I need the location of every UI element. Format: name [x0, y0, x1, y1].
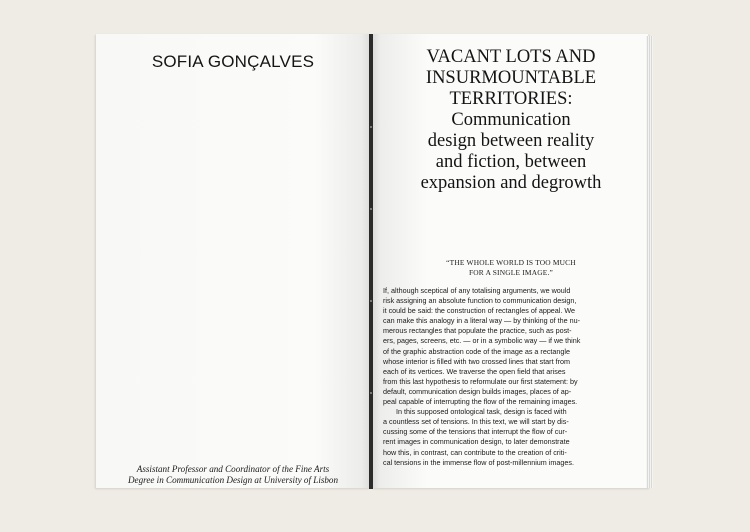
body-line: whose interior is filled with two crossed lines that start from	[383, 356, 570, 366]
title-line: design between reality	[427, 131, 595, 151]
body-line: cussing some of the tensions that interrupt the flow of cur-	[383, 427, 568, 437]
title-line: VACANT LOTS AND	[426, 47, 596, 67]
body-line: ers, pages, screens, etc. — or in a symbolic way — if we think	[383, 336, 581, 346]
body-text	[383, 286, 641, 468]
binding-stitch	[370, 392, 372, 394]
book-spine-gutter	[369, 34, 373, 489]
author-affiliation	[96, 464, 370, 486]
title-line: Communication	[451, 110, 571, 130]
binding-stitch	[370, 300, 372, 302]
body-line: each of its vertices. We traverse the open field that arises	[383, 366, 566, 376]
body-line: it could be said: the construction of rectangles of appeal. We	[383, 306, 576, 316]
body-line: of the graphic abstraction code of the image as a rectangle	[383, 346, 570, 356]
left-page	[96, 34, 370, 488]
title-line: expansion and degrowth	[420, 173, 602, 193]
binding-stitch	[370, 208, 372, 210]
body-line: merous rectangles that populate the practice, such as post-	[383, 326, 572, 336]
body-line: risk assigning an absolute function to communication design,	[383, 296, 577, 306]
body-line: cal tensions in the immense flow of post-millennium images.	[383, 457, 574, 467]
author-name: SOFIA GONÇALVES	[151, 52, 315, 71]
title-uppercase-block	[392, 47, 630, 110]
title-line: TERRITORIES:	[449, 89, 573, 109]
title-line: and fiction, between	[435, 152, 587, 172]
body-line: In this supposed ontological task, design is faced with	[396, 407, 567, 417]
binding-stitch	[370, 126, 372, 128]
affiliation-line: Degree in Communication Design at University of Lisbon	[127, 475, 339, 485]
title-line: INSURMOUNTABLE	[425, 68, 597, 88]
book-spread	[96, 34, 654, 490]
body-line: can make this analogy in a literal way — by thinking of the nu-	[383, 316, 580, 326]
body-line: peal capable of interrupting the flow of the remaining images.	[383, 397, 578, 407]
body-line: a countless set of tensions. In this text, we will start by dis-	[383, 417, 569, 427]
body-line: If, although sceptical of any totalising arguments, we would	[383, 286, 571, 295]
epigraph-quote	[386, 258, 636, 278]
affiliation-line: Assistant Professor and Coordinator of the Fine Arts	[136, 464, 330, 474]
body-line: default, communication design builds images, places of ap-	[383, 386, 572, 396]
epigraph-line: “THE WHOLE WORLD IS TOO MUCH	[446, 258, 576, 267]
body-line: from this last hypothesis to reformulate our first statement: by	[383, 376, 578, 386]
chapter-title	[392, 47, 630, 194]
body-line: how this, in contrast, can contribute to the creation of criti-	[383, 447, 567, 457]
epigraph-line: FOR A SINGLE IMAGE.”	[468, 268, 554, 277]
page-edges	[646, 36, 653, 488]
title-subtitle-block	[392, 110, 630, 194]
body-line: rent images in communication design, to later demonstrate	[383, 437, 570, 447]
